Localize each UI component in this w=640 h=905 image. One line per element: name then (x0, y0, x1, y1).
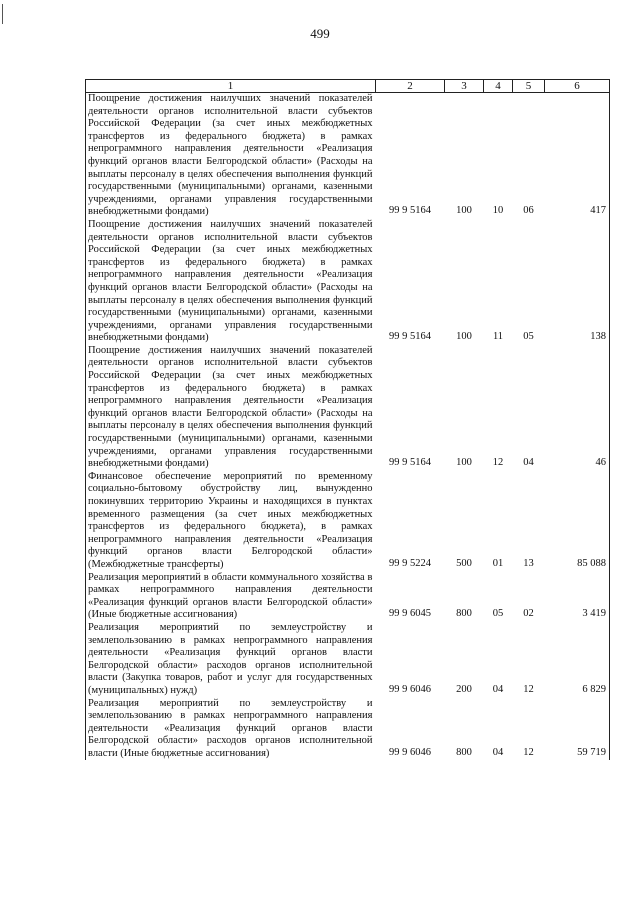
amount-value: 3 419 (545, 572, 610, 622)
expense-description: Поощрение достижения наилучших значений показателей деятельности органов исполнительной власти субъектов Российской Федерации (за счет иных межбюджетных трансфертов из федерального бюджета) в рамках непрограммного направления деятельности «Реализация функций органов власти Белгородской области» (Расходы на выплаты персоналу в целях обеспечения выполнения функций государственными (муниципальными) органами, казенными учреждениями, органами управления государственными внебюджетными фондами) (86, 93, 376, 219)
amount-value: 6 829 (545, 622, 610, 698)
table-row (86, 93, 610, 219)
section-code: 12 (492, 457, 504, 469)
table-row (86, 572, 610, 622)
target-article-code: 99 9 6045 (389, 608, 431, 620)
column-header: 6 (545, 80, 610, 93)
amount-value: 85 088 (545, 471, 610, 572)
expense-description: Поощрение достижения наилучших значений показателей деятельности органов исполнительной власти субъектов Российской Федерации (за счет иных межбюджетных трансфертов из федерального бюджета) в рамках непрограммного направления деятельности «Реализация функций органов власти Белгородской области» (Расходы на выплаты персоналу в целях обеспечения выполнения функций государственными (муниципальными) органами, казенными учреждениями, органами управления государственными внебюджетными фондами) (86, 219, 376, 345)
subsection-code: 02 (523, 608, 534, 620)
table-row (86, 698, 610, 761)
amount-value: 417 (545, 93, 610, 219)
target-article-code: 99 9 5224 (389, 557, 431, 569)
amount-value: 138 (545, 219, 610, 345)
amount-value: 46 (545, 345, 610, 471)
section-code: 01 (492, 557, 504, 569)
subsection-code: 13 (523, 557, 534, 569)
section-code: 10 (492, 205, 504, 217)
expense-description: Поощрение достижения наилучших значений показателей деятельности органов исполнительной власти субъектов Российской Федерации (за счет иных межбюджетных трансфертов из федерального бюджета) в рамках непрограммного направления деятельности «Реализация функций органов власти Белгородской области» (Расходы на выплаты персоналу в целях обеспечения выполнения функций государственными (муниципальными) органами, казенными учреждениями, органами управления государственными внебюджетными фондами) (86, 345, 376, 471)
section-code: 04 (492, 683, 504, 695)
section-code: 11 (492, 331, 504, 343)
expense-type-code: 500 (456, 557, 472, 569)
subsection-code: 12 (523, 746, 534, 758)
target-article-code: 99 9 6046 (389, 683, 431, 695)
column-header: 5 (513, 80, 545, 93)
expense-description: Реализация мероприятий в области коммунального хозяйства в рамках непрограммного направления деятельности «Реализация функций органов власти Белгородской области» (Иные бюджетные ассигнования) (86, 572, 376, 622)
expense-description: Реализация мероприятий по землеустройству и землепользованию в рамках непрограммного направления деятельности «Реализация функций органов власти Белгородской области» расходов органов исполнительной власти (Закупка товаров, работ и услуг для государственных (муниципальных) нужд) (86, 622, 376, 698)
table-header-row (86, 80, 610, 93)
column-header: 1 (86, 80, 376, 93)
expense-type-code: 200 (456, 683, 472, 695)
amount-value: 59 719 (545, 698, 610, 761)
subsection-code: 05 (523, 331, 534, 343)
column-header: 3 (445, 80, 484, 93)
table-row (86, 345, 610, 471)
table-row (86, 471, 610, 572)
section-code: 04 (492, 746, 504, 758)
subsection-code: 04 (523, 457, 534, 469)
target-article-code: 99 9 5164 (389, 457, 431, 469)
expense-type-code: 800 (456, 608, 472, 620)
subsection-code: 06 (523, 205, 534, 217)
target-article-code: 99 9 5164 (389, 205, 431, 217)
page-edge-mark (2, 4, 6, 24)
expense-type-code: 100 (456, 457, 472, 469)
subsection-code: 12 (523, 683, 534, 695)
column-header: 4 (484, 80, 513, 93)
expense-type-code: 800 (456, 746, 472, 758)
expense-type-code: 100 (456, 205, 472, 217)
expense-description: Реализация мероприятий по землеустройству и землепользованию в рамках непрограммного направления деятельности «Реализация функций органов власти Белгородской области» расходов органов исполнительной власти (Иные бюджетные ассигнования) (86, 698, 376, 761)
target-article-code: 99 9 5164 (389, 331, 431, 343)
table-row (86, 622, 610, 698)
target-article-code: 99 9 6046 (389, 746, 431, 758)
expense-type-code: 100 (456, 331, 472, 343)
page-number: 499 (310, 26, 330, 41)
column-header: 2 (376, 80, 445, 93)
budget-table (85, 79, 610, 760)
section-code: 05 (492, 608, 504, 620)
expense-description: Финансовое обеспечение мероприятий по временному социально-бытовому обустройству лиц, вынужденно покинувших территорию Украины и находящихся в пунктах временного размещения (за счет иных межбюджетных трансфертов из федерального бюджета), в рамках непрограммного направления деятельности «Реализация функций органов власти Белгородской области» (Межбюджетные трансферты) (86, 471, 376, 572)
table-row (86, 219, 610, 345)
